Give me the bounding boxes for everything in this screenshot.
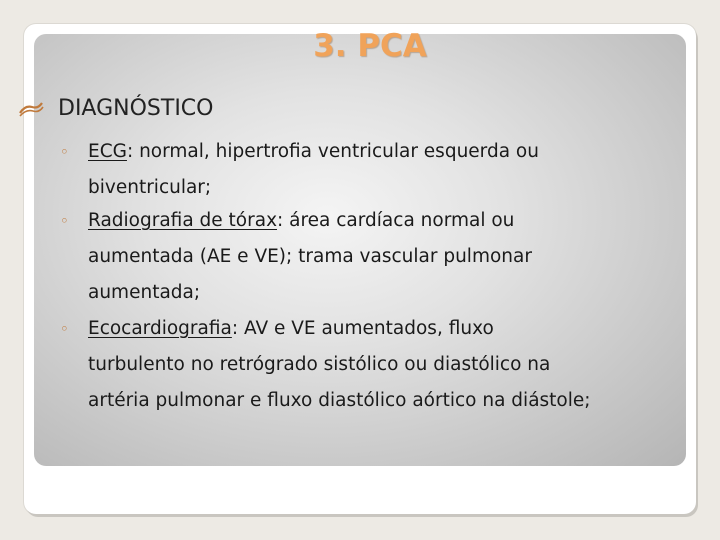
item-text: aumentada (AE e VE); trama vascular pulmonar [88, 246, 532, 267]
list-item [60, 203, 700, 311]
list-bullet-icon: ◦ [60, 212, 69, 230]
item-text: turbulento no retrógrado sistólico ou diastólico na [88, 354, 551, 375]
item-text: : área cardíaca normal ou [277, 210, 515, 231]
item-text: : AV e VE aumentados, fluxo [231, 318, 494, 339]
item-term: Radiografia de tórax [88, 210, 278, 231]
item-text: biventricular; [88, 177, 212, 198]
scroll-bullet-icon [16, 97, 46, 121]
item-term: Ecocardiografia [88, 318, 232, 339]
list-bullet-icon: ◦ [60, 143, 69, 161]
list-item [60, 134, 700, 206]
section-heading: DIAGNÓSTICO [58, 96, 214, 121]
item-term: ECG [88, 141, 127, 162]
list-item [60, 311, 700, 419]
heading-row [16, 96, 213, 121]
slide-title: 3. PCA [313, 28, 427, 64]
item-text: aumentada; [88, 282, 201, 303]
item-text: : normal, hipertrofia ventricular esquerda ou [126, 141, 539, 162]
list-bullet-icon: ◦ [60, 320, 69, 338]
item-text: artéria pulmonar e fluxo diastólico aórtico na diástole; [88, 390, 591, 411]
